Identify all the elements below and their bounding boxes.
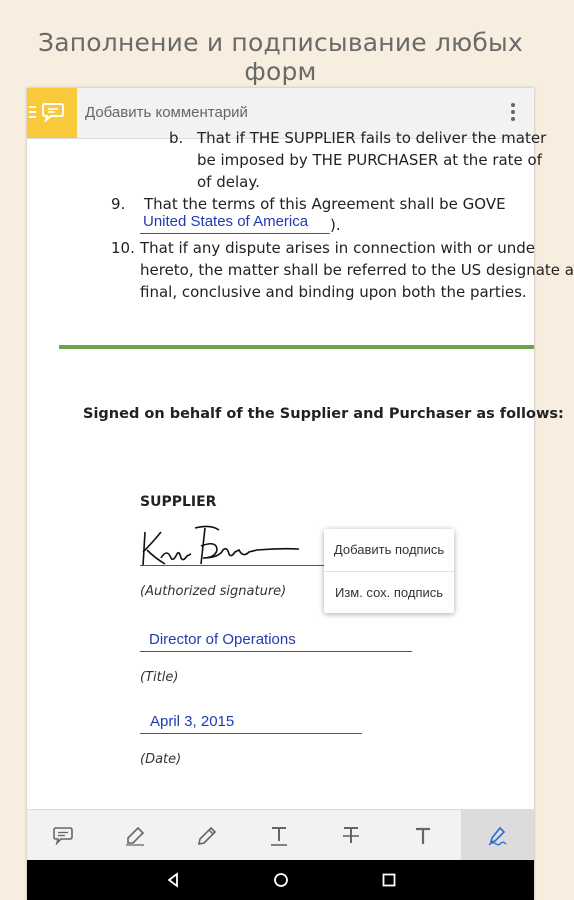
signed-heading: Signed on behalf of the Supplier and Purchaser as follows: [83, 406, 564, 422]
system-nav-bar [27, 860, 534, 900]
title-caption: (Title) [140, 670, 179, 685]
handwritten-signature[interactable] [139, 524, 309, 574]
clause-10-line2: hereto, the matter shall be referred to the US designate a [140, 261, 574, 279]
back-icon [165, 872, 181, 888]
app-screen [27, 88, 574, 900]
highlight-tool-button[interactable] [99, 810, 171, 861]
clause-9-line1: That the terms of this Agreement shall be GOVE [144, 195, 506, 213]
text-tool-button[interactable] [387, 810, 459, 861]
strikethrough-tool-button[interactable] [315, 810, 387, 861]
home-icon [272, 871, 290, 889]
promo-title: Заполнение и подписывание любых форм [38, 28, 523, 86]
comment-tool-tab[interactable] [27, 88, 77, 138]
clause-10-line1: That if any dispute arises in connection with or unde [140, 239, 535, 257]
annotation-toolbar [27, 809, 534, 861]
menu-icon[interactable] [29, 106, 36, 121]
sign-pen-icon [486, 825, 510, 847]
date-field[interactable]: April 3, 2015 [150, 713, 235, 730]
clause-9-number: 9. [111, 195, 126, 213]
clause-b-marker: b. [169, 129, 184, 147]
supplier-label: SUPPLIER [140, 494, 217, 510]
strikethrough-text-icon [341, 825, 361, 847]
overflow-menu-icon[interactable] [510, 103, 516, 123]
sign-tool-button[interactable] [461, 810, 534, 861]
underline-text-icon [269, 825, 289, 847]
edit-saved-signature-menu-item[interactable]: Изм. сох. подпись [334, 585, 444, 600]
highlighter-icon [124, 825, 146, 847]
recents-button[interactable] [359, 860, 419, 900]
section-divider [59, 345, 534, 349]
comment-tool-button[interactable] [27, 810, 99, 861]
governing-law-field[interactable]: United States of America [143, 213, 309, 230]
authorized-caption: (Authorized signature) [140, 584, 287, 599]
recents-icon [381, 872, 397, 888]
pencil-icon [196, 825, 218, 847]
add-text-icon [413, 825, 433, 847]
pdf-document[interactable] [27, 129, 574, 809]
title-underline [140, 651, 412, 652]
clause-10-number: 10. [111, 239, 135, 257]
title-field[interactable]: Director of Operations [149, 631, 296, 648]
date-underline [140, 733, 362, 734]
signature-popup-menu [324, 529, 454, 613]
clause-b-line1: That if THE SUPPLIER fails to deliver the mater [197, 129, 547, 147]
draw-tool-button[interactable] [171, 810, 243, 861]
speech-bubble-icon [41, 102, 65, 124]
back-button[interactable] [143, 860, 203, 900]
add-comment-field[interactable]: Добавить комментарий [85, 104, 248, 121]
comment-icon [52, 826, 74, 846]
add-signature-menu-item[interactable]: Добавить подпись [333, 542, 445, 557]
underline-tool-button[interactable] [243, 810, 315, 861]
home-button[interactable] [251, 860, 311, 900]
governing-law-underline [140, 233, 330, 234]
date-caption: (Date) [140, 752, 182, 767]
clause-b-line2: be imposed by THE PURCHASER at the rate of [197, 151, 543, 169]
clause-9-suffix: ). [330, 216, 341, 234]
clause-b-line3: of delay. [197, 173, 260, 191]
clause-10-line3: final, conclusive and binding upon both the parties. [140, 283, 527, 301]
